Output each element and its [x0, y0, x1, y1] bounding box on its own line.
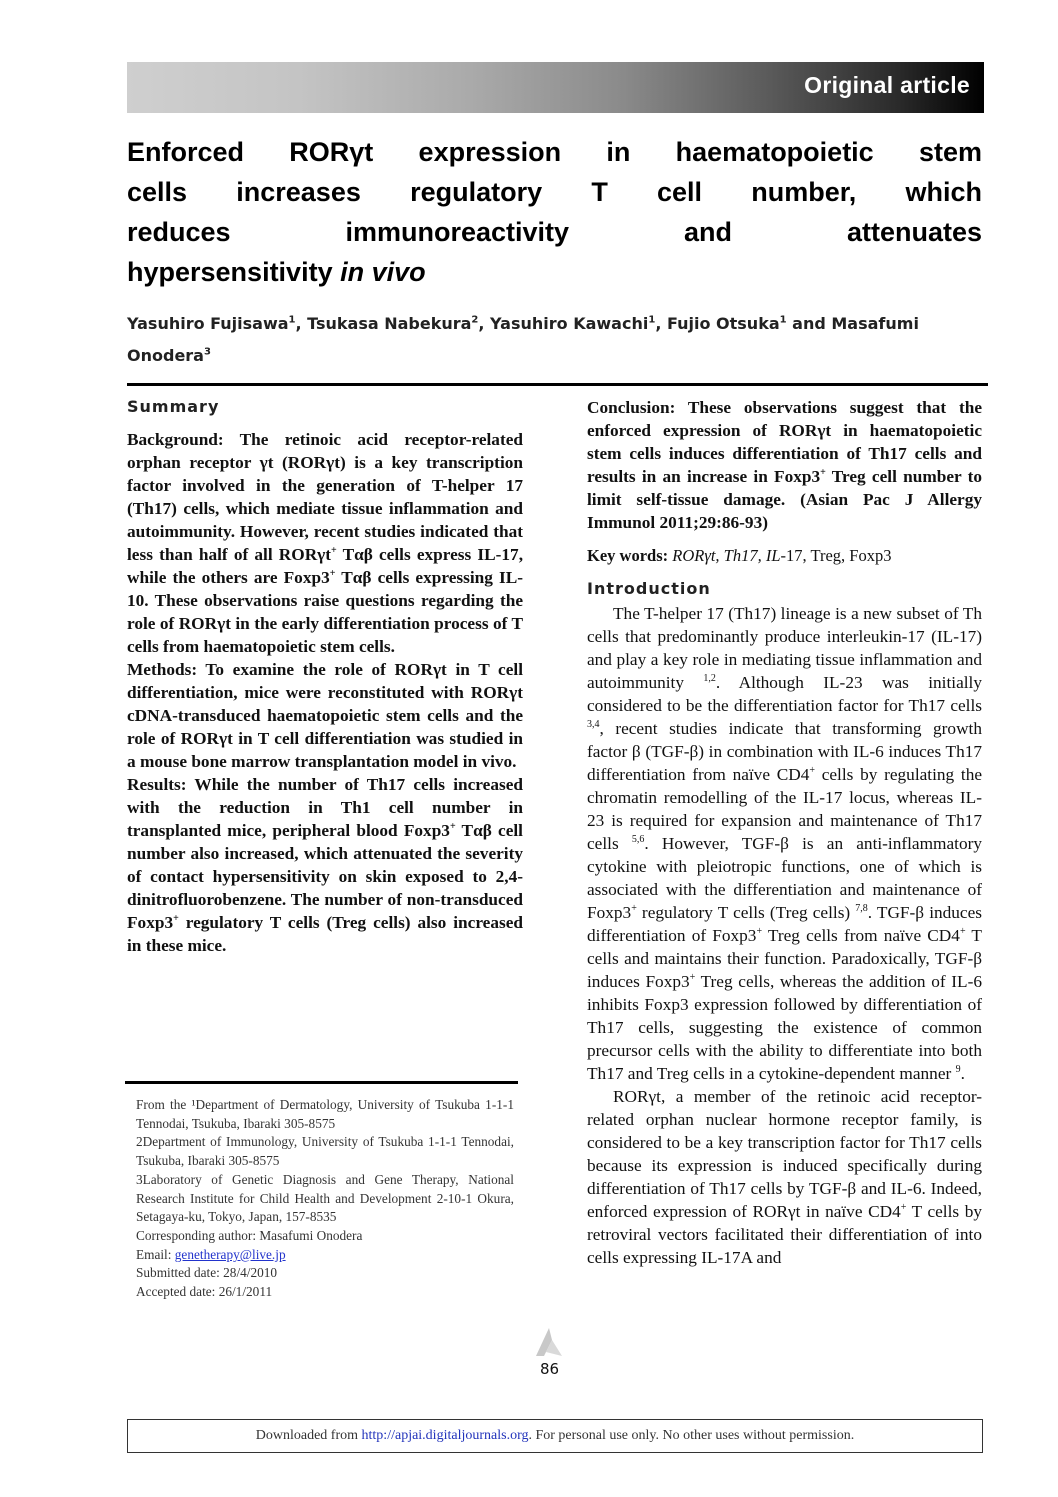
title-line [127, 252, 982, 292]
affiliation-2: 2Department of Immunology, University of Tsukuba 1-1-1 Tennodai, Tsukuba, Ibaraki 305-8575 [136, 1134, 514, 1169]
download-notice: Downloaded from http://apjai.digitaljournals.org . For personal use only. No other uses without permission. [127, 1419, 983, 1453]
journal-logo-icon [532, 1326, 566, 1358]
author: Masafumi Onodera$^3$ [127, 314, 919, 365]
title-italic-text: in vivo [340, 257, 426, 287]
affiliations [136, 1096, 514, 1302]
intro-paragraph-2: RORγt, a member of the retinoic acid receptor-related orphan nuclear hormone receptor family, is considered to be a key transcription factor for Th17 cells because its expression is induced specifically during differentiation of Th17 cells by TGF-β and IL-6. Indeed, enforced expression of RORγt in naïve CD4+ T cells by retroviral vectors facilitated their differentiation of into cells expressing IL-17A and [587, 1087, 983, 1267]
summary-results: Results: While the number of Th17 cells increased with the reduction in Th1 cell number in transplanted mice, peripheral blood Foxp3+ Tαβ cell number also increased, which attenuated the severity of contact hypersensitivity on skin exposed to 2,4-dinitrofluorobenzene. The number of non-transduced Foxp3+ regulatory T cells (Treg cells) also increased in these mice. [127, 775, 523, 955]
corresponding-author: Corresponding author: Masafumi Onodera [136, 1227, 363, 1243]
introduction-heading: Introduction [587, 579, 711, 598]
article-title [127, 132, 982, 292]
summary-heading: Summary [127, 397, 220, 416]
header-divider [127, 383, 988, 386]
summary-background: Background: The retinoic acid receptor-related orphan receptor γt (RORγt) is a key transcription factor involved in the generation of T-helper 17 (Th17) cells, which mediate tissue inflammation and autoimmunity. However, recent studies indicated that less than half of all RORγt+ Tαβ cells express IL-17, while the others are Foxp3+ Tαβ cells expressing IL-10. These observations raise questions regarding the role of RORγt in the early differentiation process of T cells from haematopoietic stem cells. [127, 430, 524, 656]
email-link[interactable]: genetherapy@live.jp [174, 1246, 286, 1262]
affiliation-3: 3Laboratory of Genetic Diagnosis and Gene Therapy, National Research Institute for Child Health and Development 2-10-1 Okura, Setagaya-ku, Tokyo, Japan, 157-8535 [136, 1171, 514, 1225]
title-text: hypersensitivity [127, 257, 341, 287]
author: Tsukasa Nabekura$^2$ [307, 314, 479, 333]
left-column [127, 393, 523, 957]
page-number: 86 [540, 1360, 560, 1378]
article-type-banner [127, 62, 984, 113]
author: Fujio Otsuka$^1$ [666, 314, 787, 333]
summary-methods: Methods: To examine the role of RORγt in T cell differentiation, mice were reconstituted with RORγt cDNA-transduced haematopoietic stem cells and the role of RORγt in T cell differentiation was studied in a mouse bone marrow transplantation model in vivo. [127, 660, 523, 771]
author: Yasuhiro Kawachi$^1$ [490, 314, 656, 333]
article-type-label: Original article [804, 72, 970, 98]
email-line: Email: genetherapy@live.jp [136, 1246, 286, 1262]
title-line: reduces immunoreactivity and attenuates [127, 217, 982, 247]
footnote-divider [125, 1081, 518, 1084]
journal-site-link[interactable]: http://apjai.digitaljournals.org [361, 1428, 529, 1443]
title-line: cells increases regulatory T cell number, which [127, 177, 982, 207]
right-column [587, 396, 982, 1269]
submitted-date: Submitted date: 28/4/2010 [136, 1265, 278, 1281]
summary-conclusion: Conclusion: These observations suggest that the enforced expression of RORγt in haematopoietic stem cells induces differentiation of Th17 cells and results in an increase in Foxp3+ Treg cell number to limit self-tissue damage. (Asian Pac J Allergy Immunol 2011;29:86-93) [587, 398, 983, 532]
accepted-date: Accepted date: 26/1/2011 [136, 1284, 273, 1300]
author: Yasuhiro Fujisawa$^1$ [127, 314, 296, 333]
keywords: Key words: RORγt, Th17, IL-17, Treg, Foxp3 [587, 546, 892, 565]
author-list: Yasuhiro Fujisawa$^1$, Tsukasa Nabekura$^2$, Yasuhiro Kawachi$^1$, Fujio Otsuka$^1$ and Masafumi Onodera$^3$ [127, 314, 919, 365]
intro-paragraph-1: The T-helper 17 (Th17) lineage is a new subset of Th cells that predominantly produce interleukin-17 (IL-17) and play a key role in mediating tissue inflammation and autoimmunity $^{1,2}$. Although IL-23 was initially considered to be the differentiation factor for Th17 cells $^{3,4}$, recent studies indicate that transforming growth factor β (TGF-β) in combination with IL-6 induces Th17 differentiation from naïve CD4+ cells by regulating the chromatin remodelling of the IL-17 locus, whereas IL-23 is required for expansion and maintenance of Th17 cells $^{5,6}$. However, TGF-β is an anti-inflammatory cytokine with pleiotropic functions, one of which is associated with the differentiation and maintenance of Foxp3+ regulatory T cells (Treg cells) $^{7,8}$. TGF-β induces differentiation of Foxp3+ Treg cells from naïve CD4+ T cells and maintains their function. Paradoxically, TGF-β induces Foxp3+ Treg cells, whereas the addition of IL-6 inhibits Foxp3 expression followed by differentiation of Th17 cells, suggesting the existence of common precursor cells with the ability to differentiate into both Th17 and Treg cells in a cytokine-dependent manner $^9$. [587, 604, 983, 1083]
affiliation-1: From the ¹Department of Dermatology, University of Tsukuba 1-1-1 Tennodai, Tsukuba, Ibaraki 305-8575 [136, 1097, 514, 1131]
title-line: Enforced RORγt expression in haematopoietic stem [127, 137, 982, 167]
